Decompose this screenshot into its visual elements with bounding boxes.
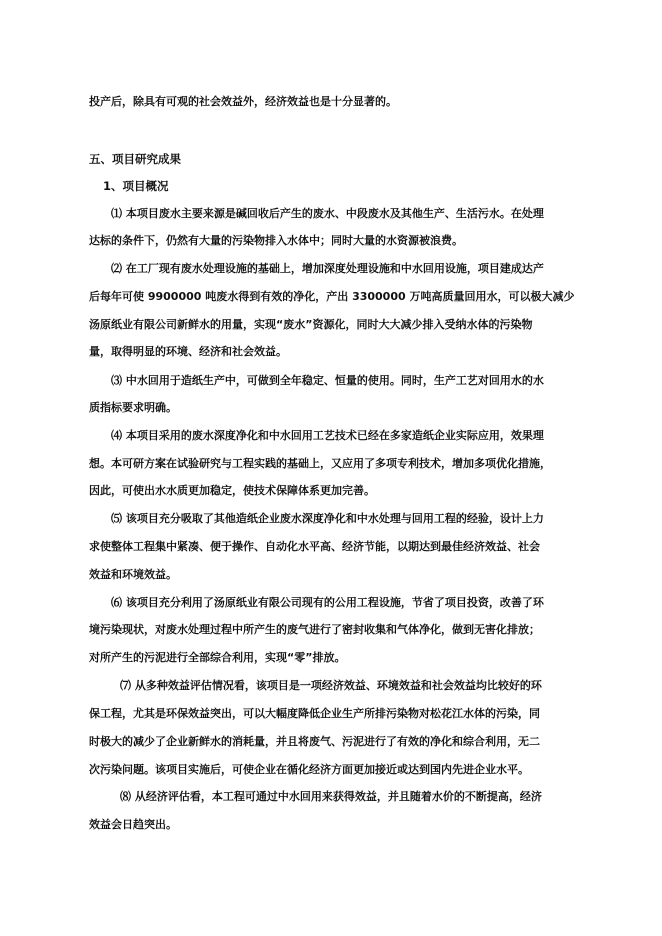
paragraph-line: ⑴ 本项目废水主要来源是碱回收后产生的废水、中段废水及其他生产、生活污水。在处理 — [111, 207, 544, 220]
paragraph-line: 保工程，尤其是环保效益突出，可以大幅度降低企业生产所排污染物对松花江水体的污染，同 — [89, 707, 540, 720]
paragraph-line: ⑵ 在工厂现有废水处理设施的基础上，增加深度处理设施和中水回用设施，项目建成达产 — [111, 262, 544, 275]
paragraph-line: 因此，可使出水水质更加稳定，使技术保障体系更加完善。 — [89, 484, 375, 497]
paragraph-line: ⑹ 该项目充分利用了汤原纸业有限公司现有的公用工程设施，节省了项目投资，改善了环 — [111, 596, 544, 609]
section-title: 五、项目研究成果 — [89, 152, 181, 166]
paragraph-line: 对所产生的污泥进行全部综合利用，实现“零”排放。 — [89, 651, 346, 664]
paragraph-line: ⑸ 该项目充分吸取了其他造纸企业废水深度净化和中水处理与回用工程的经验，设计上力 — [111, 512, 544, 525]
paragraph-line: 时极大的减少了企业新鲜水的消耗量，并且将废气、污泥进行了有效的净化和综合利用，无二 — [89, 735, 540, 748]
paragraph-line: ⑺ 从多种效益评估情况看，该项目是一项经济效益、环境效益和社会效益均比较好的环 — [120, 679, 542, 692]
paragraph-line: 效益和环境效益。 — [89, 568, 177, 581]
paragraph-line: 质指标要求明确。 — [89, 401, 177, 414]
paragraph-line: ⑻ 从经济评估看，本工程可通过中水回用来获得效益，并且随着水价的不断提高，经济 — [120, 790, 542, 803]
intro-line: 投产后，除具有可观的社会效益外，经济效益也是十分显著的。 — [89, 95, 397, 108]
paragraph-line: ⑷ 本项目采用的废水深度净化和中水回用工艺技术已经在多家造纸企业实际应用，效果理 — [111, 429, 544, 442]
paragraph-line: 汤原纸业有限公司新鲜水的用量，实现“废水”资源化，同时大大减少排入受纳水体的污染物 — [89, 318, 533, 331]
paragraph-line: ⑶ 中水回用于造纸生产中，可做到全年稳定、恒量的使用。同时，生产工艺对回用水的水 — [111, 374, 544, 387]
paragraph-line: 次污染问题。该项目实施后，可使企业在循化经济方面更加接近或达到国内先进企业水平。 — [89, 763, 529, 776]
paragraph-line: 效益会日趋突出。 — [89, 818, 177, 831]
paragraph-line: 量，取得明显的环境、经济和社会效益。 — [89, 345, 287, 358]
paragraph-line: 求使整体工程集中紧凑、便于操作、自动化水平高、经济节能，以期达到最佳经济效益、社会 — [89, 540, 540, 553]
paragraph-line: 想。本可研方案在试验研究与工程实践的基础上，又应用了多项专利技术，增加多项优化措施， — [89, 457, 551, 470]
paragraph-line: 达标的条件下，仍然有大量的污染物排入水体中；同时大量的水资源被浪费。 — [89, 234, 463, 247]
paragraph-line: 境污染现状，对废水处理过程中所产生的废气进行了密封收集和气体净化，做到无害化排放； — [89, 623, 540, 636]
subsection-title: 1、项目概况 — [103, 179, 169, 193]
paragraph-line: 后每年可使 9900000 吨废水得到有效的净化，产出 3300000 万吨高质量回用水，可以极大减少 — [89, 290, 575, 303]
